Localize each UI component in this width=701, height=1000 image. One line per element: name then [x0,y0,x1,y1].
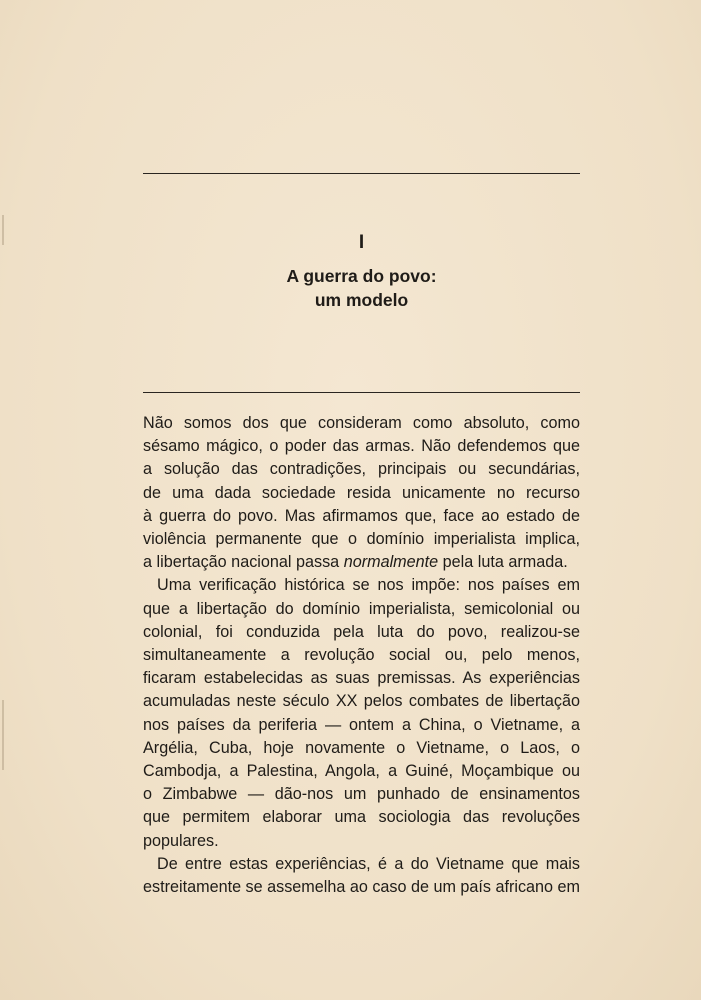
top-rule [143,173,580,174]
text-line: De entre estas experiências, é a do Vietname que mais [157,854,580,873]
text-line: Argélia, Cuba, hoje novamente o Vietname, o Laos, o [143,738,580,757]
text-line: nos países da periferia — ontem a China, o Vietname, a [143,715,580,734]
chapter-title-line-2: um modelo [314,290,409,310]
text-line: à guerra do povo. Mas afirmamos que, face ao estado de [143,506,580,525]
text-line: sésamo mágico, o poder das armas. Não defendemos que [143,437,580,456]
paragraph-2 [143,574,580,852]
text-line: acumuladas neste século XX pelos combates de libertação [143,692,580,711]
text-line: estreitamente se assemelha ao caso de um país africano em [143,878,580,897]
text-line: que permitem elaborar uma sociologia das revoluções [143,808,580,827]
text-line: de uma dada sociedade resida unicamente no recurso [143,483,580,502]
chapter-title-line-1: A guerra do povo: [286,266,437,286]
text-fragment: a libertação nacional passa [143,553,344,572]
text-line: ficaram estabelecidas as suas premissas. As experiências [143,669,580,688]
chapter-title [143,264,580,312]
body-text [143,412,580,899]
text-line: colonial, foi conduzida pela luta do povo, realizou-se [143,622,580,641]
chapter-number: I [358,232,365,253]
text-line: violência permanente que o domínio imperialista implica, [143,530,580,549]
page-edge-mark [2,215,4,245]
text-line: Não somos dos que consideram como absoluto, como [143,414,580,432]
paragraph-3 [143,853,580,899]
text-line: Cambodja, a Palestina, Angola, a Guiné, Moçambique ou [143,762,580,781]
text-line: que a libertação do domínio imperialista, semicolonial ou [143,599,580,618]
text-line: o Zimbabwe — dão-nos um punhado de ensinamentos [143,785,580,804]
text-line: simultaneamente a revolução social ou, pelo menos, [143,646,580,665]
text-line: a solução das contradições, principais ou secundárias, [143,460,580,479]
emphasis-word: normalmente [343,553,439,572]
text-fragment: pela luta armada. [438,553,568,572]
page-edge-mark [2,700,4,770]
text-line: populares. [143,831,219,850]
paragraph-1 [143,412,580,574]
text-line [143,551,580,574]
text-line: Uma verificação histórica se nos impõe: nos países em [157,576,580,595]
bottom-rule [143,392,580,393]
